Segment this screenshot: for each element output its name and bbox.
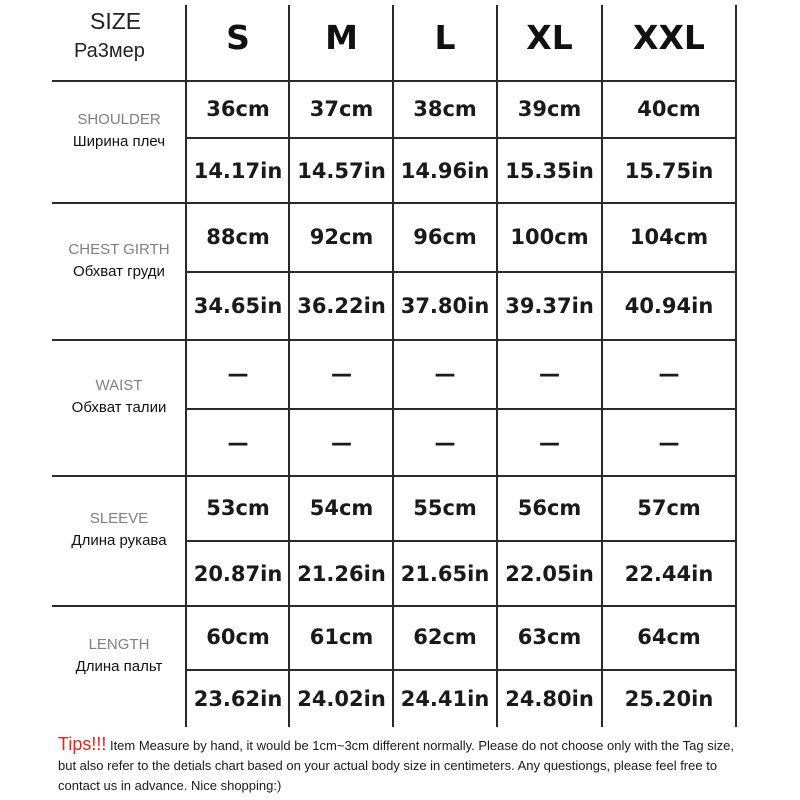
cell-in-shoulder: 14.57in [297, 158, 386, 183]
size-header-s: S [226, 17, 250, 57]
cell-in-shoulder: 14.96in [400, 158, 490, 183]
cell-cm-chest-girth: 92cm [309, 224, 374, 249]
cell-in-waist: — [434, 430, 456, 455]
cell-in-shoulder: 15.75in [624, 158, 714, 183]
row-label-waist: WAIST [95, 377, 143, 394]
cell-in-sleeve: 20.87in [193, 561, 283, 586]
tips-label: Tips!!! [58, 734, 107, 754]
cell-cm-chest-girth: 88cm [206, 224, 270, 249]
cell-in-length: 25.20in [624, 687, 714, 711]
cell-cm-waist: — [227, 361, 249, 386]
cell-in-sleeve: 21.65in [400, 561, 490, 586]
size-header-xxl: XXL [633, 17, 705, 57]
cell-cm-sleeve: 57cm [637, 495, 701, 520]
row-label-sleeve: SLEEVE [89, 510, 149, 527]
size-header-l: L [434, 17, 456, 57]
tips-text: Item Measure by hand, it would be 1cm~3cm different normally. Please do not choose only with the Tag size, but also refer to the detials chart based on your actual body size in centimeters. Any questiongs, please feel free to contact us in advance. Nice shopping:) [58, 738, 734, 793]
cell-in-sleeve: 21.26in [297, 561, 386, 586]
cell-in-chest-girth: 37.80in [400, 294, 490, 318]
cell-in-chest-girth: 40.94in [624, 294, 714, 318]
cell-cm-length: 60cm [206, 625, 270, 649]
row-label-shoulder: SHOULDER [77, 111, 161, 128]
cell-in-length: 23.62in [193, 687, 283, 711]
tips-note [58, 734, 748, 796]
cell-cm-sleeve: 55cm [413, 495, 477, 520]
row-label-ru-shoulder: Ширина плеч [72, 133, 166, 150]
cell-in-chest-girth: 36.22in [297, 294, 386, 318]
cell-in-waist: — [658, 430, 680, 455]
cell-in-waist: — [539, 430, 560, 455]
cell-in-chest-girth: 34.65in [193, 294, 283, 318]
cell-in-sleeve: 22.44in [624, 561, 714, 586]
cell-cm-shoulder: 40cm [637, 96, 701, 121]
row-label-ru-length: Длина пальт [75, 658, 163, 675]
row-label-ru-chest-girth: Обхват груди [73, 262, 165, 280]
cell-in-sleeve: 22.05in [505, 561, 594, 586]
size-header-m: M [325, 17, 358, 57]
cell-cm-length: 62cm [413, 625, 477, 649]
cell-cm-waist: — [539, 361, 560, 386]
cell-cm-sleeve: 56cm [517, 495, 582, 520]
size-header-en: SIZE [90, 8, 142, 34]
cell-cm-shoulder: 36cm [206, 96, 270, 121]
row-label-ru-sleeve: Длина рукава [71, 532, 167, 549]
cell-cm-waist: — [658, 361, 680, 386]
cell-cm-waist: — [331, 361, 352, 386]
cell-in-shoulder: 14.17in [193, 158, 283, 183]
cell-cm-chest-girth: 96cm [413, 224, 477, 249]
cell-in-length: 24.41in [400, 687, 490, 711]
cell-cm-waist: — [434, 361, 456, 386]
row-label-ru-waist: Обхват талии [71, 399, 167, 416]
cell-cm-shoulder: 39cm [517, 96, 582, 121]
size-header-xl: XL [526, 17, 573, 57]
cell-in-waist: — [331, 430, 352, 455]
cell-cm-sleeve: 53cm [206, 495, 270, 520]
cell-cm-length: 63cm [517, 625, 582, 649]
cell-cm-shoulder: 37cm [309, 96, 374, 121]
cell-cm-length: 61cm [309, 625, 374, 649]
cell-cm-chest-girth: 100cm [510, 224, 589, 249]
cell-cm-length: 64cm [637, 625, 701, 649]
cell-in-length: 24.80in [505, 687, 594, 711]
cell-cm-chest-girth: 104cm [629, 224, 709, 249]
row-label-length: LENGTH [88, 636, 150, 653]
size-header-ru: Ра3мер [74, 40, 145, 62]
cell-in-chest-girth: 39.37in [505, 294, 594, 318]
row-label-chest-girth: CHEST GIRTH [68, 240, 170, 258]
cell-cm-sleeve: 54cm [309, 495, 374, 520]
cell-cm-shoulder: 38cm [413, 96, 477, 121]
cell-in-length: 24.02in [297, 687, 386, 711]
cell-in-shoulder: 15.35in [505, 158, 594, 183]
cell-in-waist: — [227, 430, 249, 455]
